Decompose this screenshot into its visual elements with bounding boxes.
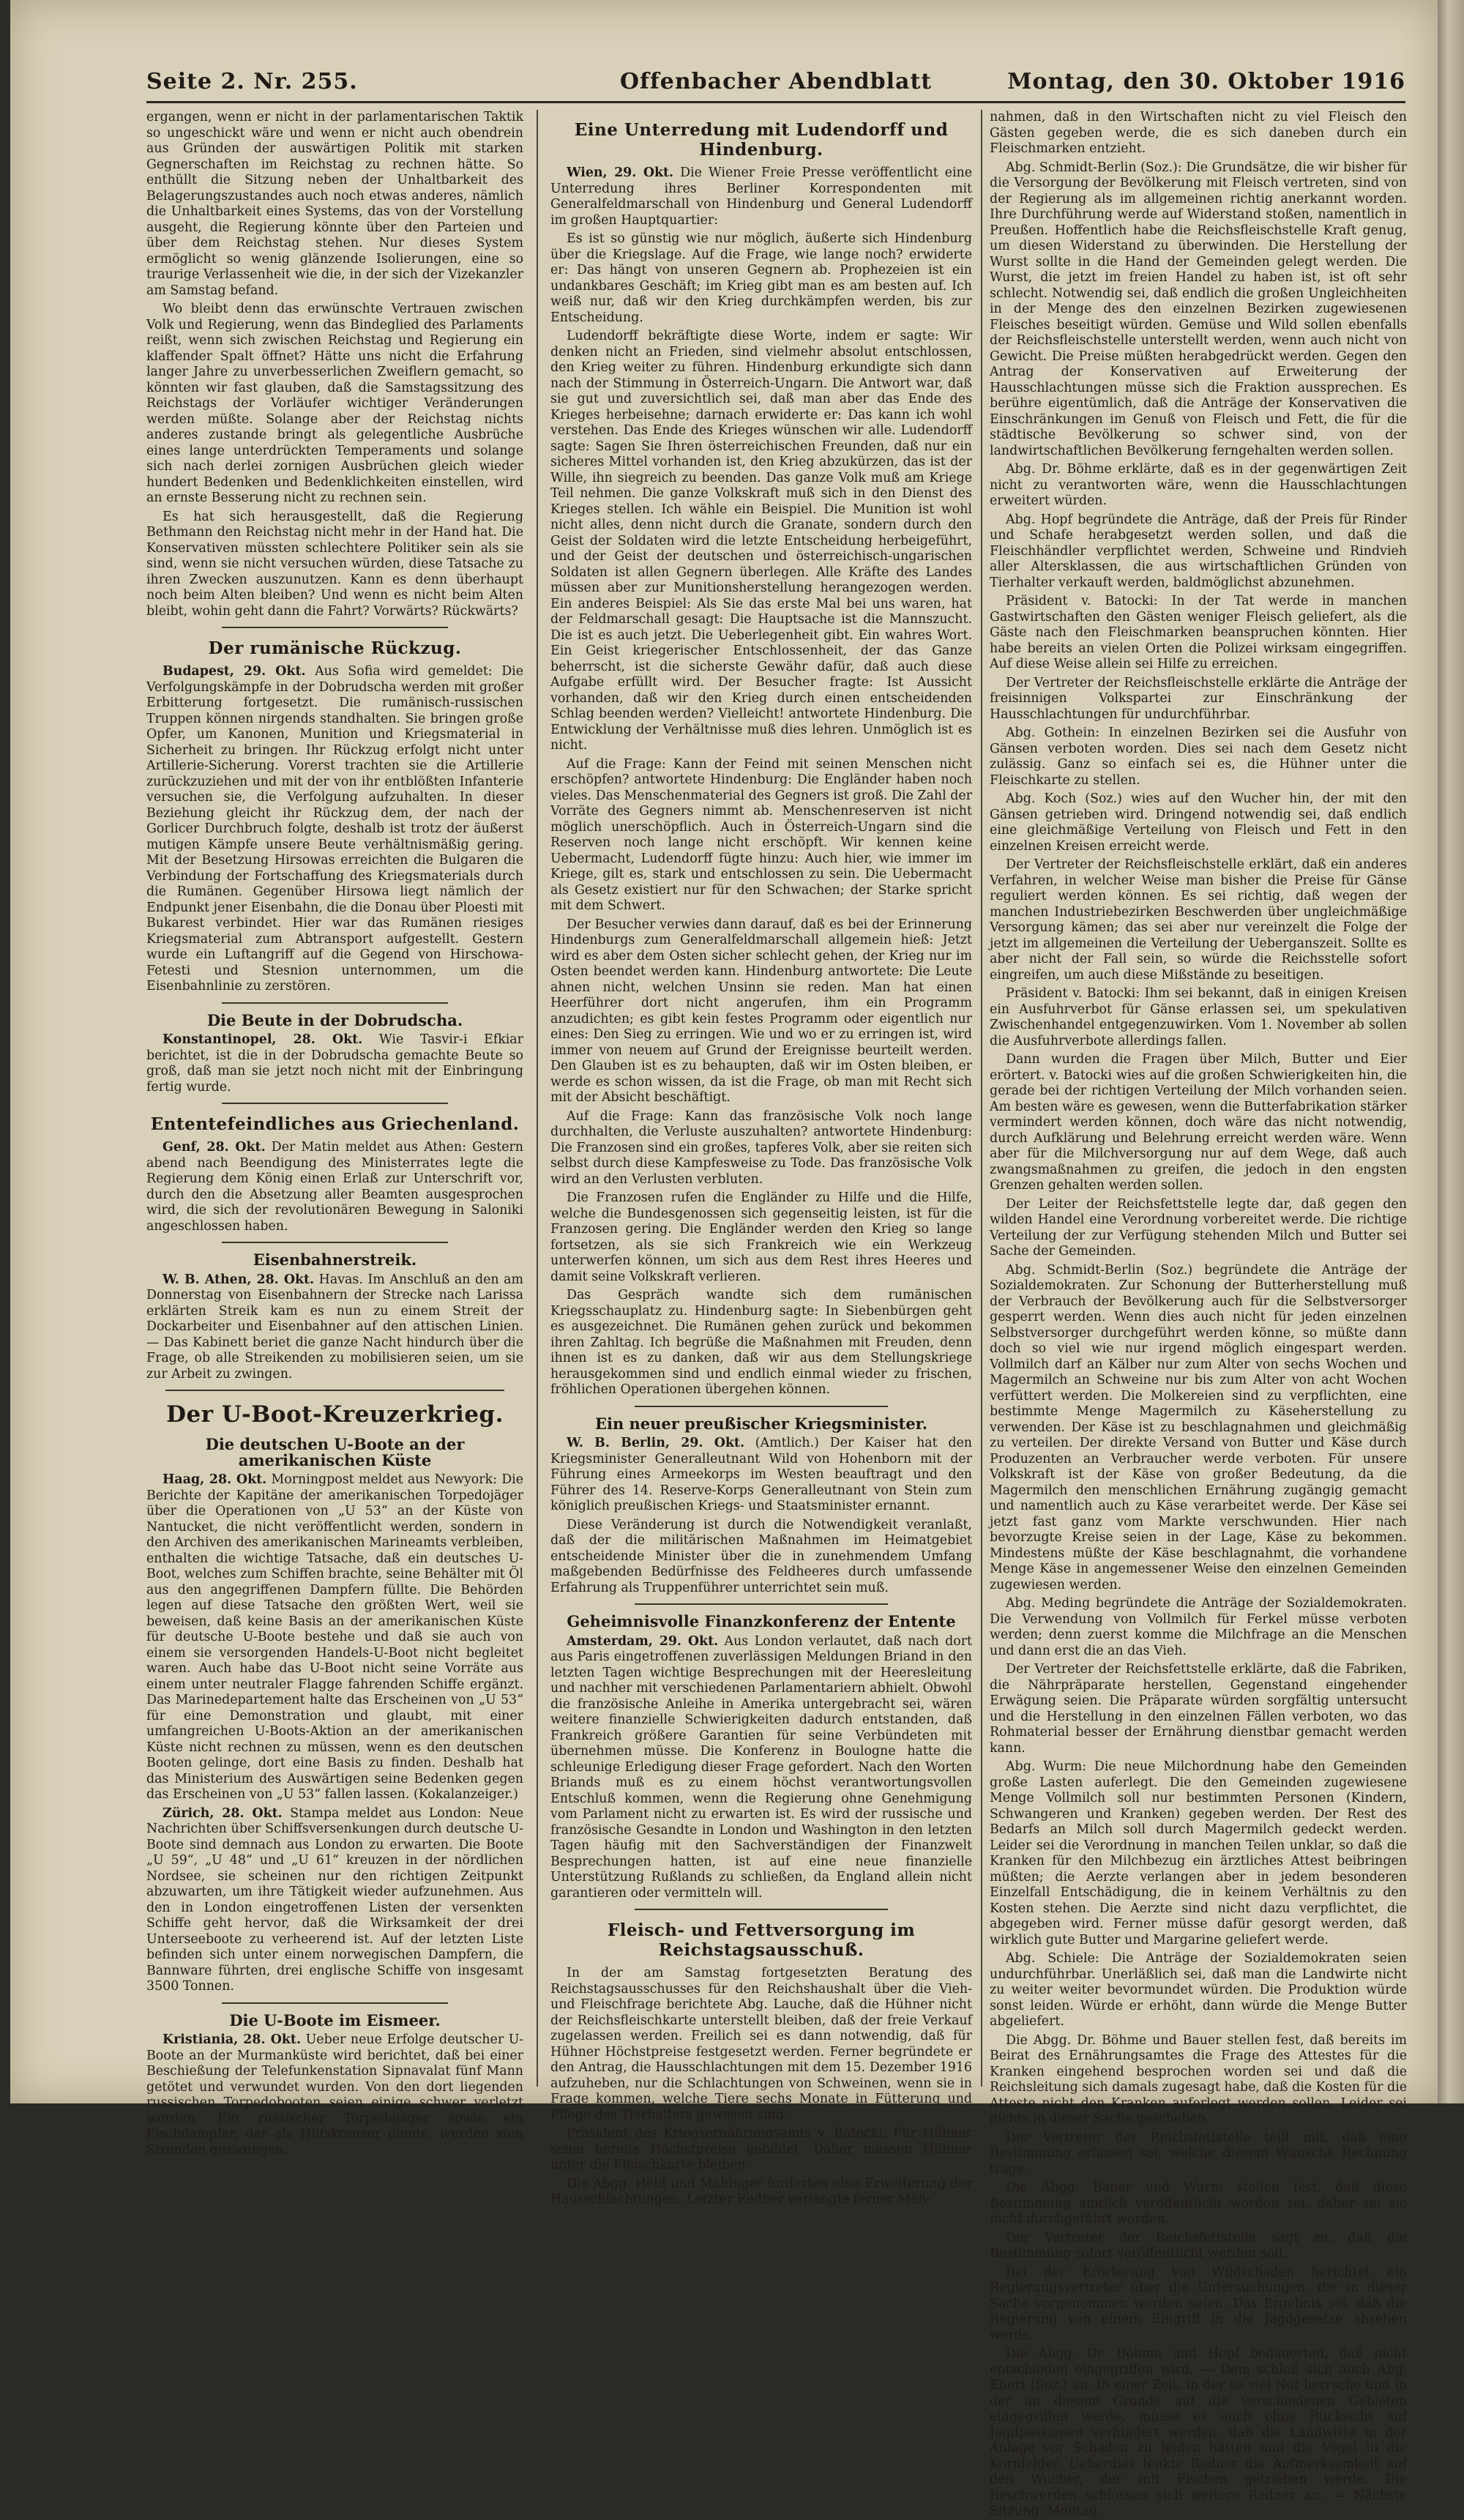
subheadline: Die deutschen U-Boote an der amerikanischen Küste bbox=[205, 1435, 465, 1469]
paragraph: Der Vertreter der Reichsfleischstelle erklärte die Anträge der freisinnigen Volkspartei zur Einschränkung der Hausschlachtungen für undurchführbar. bbox=[990, 675, 1407, 722]
paragraph: Die Franzosen rufen die Engländer zu Hilfe und die Hilfe, welche die Bundesgenossen sich gegenseitig leisten, ist für die Franzosen gering. Die Engländer werden den Krieg so lange fortsetzen, als sie sich Frankreich wie ein Werkzeug unterwerfen können, um sich aus dem Rest ihres Heeres und damit seine Volkskraft verlieren. bbox=[550, 1190, 972, 1284]
divider bbox=[222, 1103, 448, 1104]
article-text: Ueber neue Erfolge deutscher U-Boote an der Murmanküste wird berichtet, daß bei einer Beschießung der Telefunkenstation Sipnavalat fünf Mann getötet und verwundet wurden. Von den dort liegenden russischen Torpedobooten seien einige schwer verletzt worden. Ein russischer Torpedojäger sowie ein Fischdampfer, der als Hilfskreuzer diente, wurden zum Stranden gezwungen. bbox=[146, 2032, 523, 2158]
dateline: Haag, 28. Okt. bbox=[163, 1472, 267, 1487]
issue-date: Montag, den 30. Oktober 1916 bbox=[1007, 69, 1405, 94]
divider bbox=[635, 1603, 888, 1605]
paragraph: Dann wurden die Fragen über Milch, Butter und Eier erörtert. v. Batocki wies auf die großen Schwierigkeiten hin, die gerade bei der richtigen Verteilung der Milch vorhanden seien. Am besten wäre es gewesen, wenn die Butterfabrikation stärker vermindert werden können, doch wäre das nicht notwendig, durch Aufklärung und Belehrung erreicht werden wäre. Wenn aber für die Milchversorgung nur auf dem Wege, daß auch zwangsmaßnahmen zu greifen, die jedoch in den engsten Grenzen gehalten werden sollen. bbox=[990, 1052, 1407, 1193]
paragraph: Der Besucher verwies dann darauf, daß es bei der Erinnerung Hindenburgs zum Generalfeldmarschall allgemein hieß: Jetzt wird es aber dem Osten sicher schlecht gehen, der Krieg nur im Osten beendet werden kann. Hindenburg antwortete: Die Leute ahnen nicht, welchen Unsinn sie reden. Man hat einen Heerführer dort nicht angerufen, ihm ein Programm anzudichten; es gibt kein festes Programm oder eigentlich nur eines: Den Sieg zu erringen. Wie und wo er zu erringen ist, wird immer von neuem auf Grund der Ereignisse beurteilt werden. Den Glauben ist es zu behaupten, daß wir im Osten bleiben, er werde es schon wissen, da ist die Frage, ob man mit Recht sich mit der Absicht beschäftigt. bbox=[550, 917, 972, 1105]
paragraph: Abg. Wurm: Die neue Milchordnung habe den Gemeinden große Lasten auferlegt. Die den Gemeinden zugewiesene Menge Vollmilch soll nur bestimmten Personen (Kindern, Schwangeren und Kranken) gegeben werden. Der Rest des Bedarfs an Milch soll durch Magermilch gedeckt werden. Leider sei die Verordnung in manchen Teilen unklar, so daß die Kranken für den Milchbezug ein ärztliches Attest beibringen müßten; die Aerzte verlangen aber in jedem besonderen Einzelfall Entschädigung, die in keinem Verhältnis zu den Kosten stehen. Die Aerzte sind nicht dazu verpflichtet, die abgegeben wird. Ferner müsse dafür gesorgt werden, daß wirklich gute Butter und Margarine geliefert werde. bbox=[990, 1759, 1407, 1947]
dateline: Budapest, 29. Okt. bbox=[163, 664, 306, 679]
divider bbox=[222, 1002, 448, 1004]
paragraph: Präsident v. Batocki: In der Tat werde in manchen Gastwirtschaften den Gästen weniger Fleisch geliefert, als die Gäste nach den Fleischmarken beanspruchen könnten. Hier habe bereits an vielen Orten die Polizei wirksam eingegriffen. Auf diese Weise allein sei Hilfe zu erreichen. bbox=[990, 594, 1407, 671]
article-text: Der Matin meldet aus Athen: Gestern abend nach Beendigung des Ministerrates legte die Regierung dem König einen Erlaß zur Unterschrift vor, durch den die Absetzung aller Beamten ausgesprochen wird, die sich der revolutionären Bewegung in Saloniki angeschlossen haben. bbox=[146, 1140, 524, 1234]
paragraph: Präsident v. Batocki: Ihm sei bekannt, daß in einigen Kreisen ein Ausfuhrverbot für Gänse erlassen sei, um spekulativen Zwischenhandel entgegenzuwirken. Vom 1. November ab sollen die Ausfuhrverbote allerdings fallen. bbox=[990, 986, 1407, 1048]
divider bbox=[165, 1390, 505, 1391]
dateline: Kristiania, 28. Okt. bbox=[163, 2032, 301, 2047]
headline: Ein neuer preußischer Kriegsminister. bbox=[594, 1414, 928, 1433]
article-text: Wie Tasvir-i Efkiar berichtet, ist die in der Dobrudscha gemachte Beute so groß, daß man sie jetzt noch nicht mit der Einbringung fertig wurde. bbox=[146, 1032, 523, 1095]
paragraph: Abg. Hopf begründete die Anträge, daß der Preis für Rinder und Schafe herabgesetzt werden sollen, und daß die Fleischhändler verpflichtet werden, Schweine und Rindvieh aller Altersklassen, die aus wirtschaftlichen Gründen von Tierhalter verkauft werden, baldmöglichst abzunehmen. bbox=[990, 512, 1407, 590]
column-rule bbox=[537, 110, 538, 2087]
paragraph: Abg. Schiele: Die Anträge der Sozialdemokraten seien undurchführbar. Unerläßlich sei, daß man die Landwirte nicht zu weiter weiter bevormundet würden. Die Produktion würde sonst leiden. Würde er erhöht, dann würde die Menge Butter abgeliefert. bbox=[990, 1951, 1407, 2029]
paragraph: Präsident des Kriegsernährungsamts v. Batocki: Für Hühner seien bereits Höchstpreise gebildet. Daher müssen Hühner unter die Fleischkarte bleiben. bbox=[550, 2126, 972, 2172]
headline: Der rumänische Rückzug. bbox=[208, 638, 462, 658]
paragraph: Der Leiter der Reichsfettstelle legte dar, daß gegen den wilden Handel eine Verordnung vorbereitet werde. Die richtige Verteilung der zur Verfügung stehenden Milch und Butter sei Sache der Gemeinden. bbox=[990, 1196, 1407, 1259]
paragraph: Abg. Dr. Böhme erklärte, daß es in der gegenwärtigen Zeit nicht zu verantworten wäre, wenn die Hausschlachtungen erweitert würden. bbox=[990, 462, 1407, 508]
paragraph: Die Abgg. Bauer und Wurm stellen fest, daß diese Bestimmung amtlich veröffentlicht worden sei, daher sei sie nicht durchgeführt worden. bbox=[990, 2180, 1407, 2226]
paragraph: Auf die Frage: Kann der Feind mit seinen Menschen nicht erschöpfen? antwortete Hindenburg: Die Engländer haben noch vieles. Das Menschenmaterial des Gegners ist groß. Die Zahl der Vorräte des Gegners nimmt ab. Menschenreserven ist nicht möglich unerschöpflich. Auch in Österreich-Ungarn sind die Reserven noch lange nicht erschöpft. Wir kennen keine Uebermacht, Ludendorff fügte hinzu: Auch hier, wie immer im Kriege, gilt es, stark und entschlossen zu sein. Die Uebermacht als Gesetz existiert nur für den Schwachen; der Starke spricht mit dem Schwert. bbox=[550, 756, 972, 913]
paragraph: Die Abgg. Dr. Böhme und Bauer stellen fest, daß bereits im Beirat des Ernährungsamtes die Frage des Attestes für die Kranken eingehend besprochen worden sei und daß die Reichsleitung sich damals zugesagt habe, daß die Kosten für die Atteste nicht den Kranken auferlegt werden sollen. Leider sei nichts in dieser Sache geschehen. bbox=[990, 2032, 1407, 2126]
dateline: Genf, 28. Okt. bbox=[163, 1140, 266, 1155]
divider bbox=[222, 2002, 448, 2004]
paragraph: ergangen, wenn er nicht in der parlamentarischen Taktik so ungeschickt wäre und wenn er nicht auch obendrein aus Gründen der auswärtigen Politik mit starken Gegnerschaften im Reichstag zu rechnen hätte. So enthüllt die Sitzung neben der Unhaltbarkeit des Belagerungszustandes auch noch etwas anderes, nämlich die Unhaltbarkeit eines Systems, das von der Vorstellung ausgeht, die Regierung könnte über den Parteien und über dem Reichstag stehen. Nur dieses System ermöglicht so wenig glänzende Isolierungen, eine so traurige Verlassenheit wie die, in der sich der Vizekanzler am Samstag befand. bbox=[146, 110, 523, 298]
column-rule bbox=[981, 110, 982, 2087]
paragraph: Der Vertreter der Reichsfettstelle sagt zu, daß die Bestimmung sofort veröffentlicht werden soll. bbox=[990, 2230, 1407, 2261]
divider bbox=[635, 1406, 888, 1407]
paragraph: Es ist so günstig wie nur möglich, äußerte sich Hindenburg über die Kriegslage. Auf die Frage, wie lange noch? erwiderte er: Das hängt von unseren Gegnern ab. Prophezeien ist ein undankbares Geschäft; im Krieg gibt man es am besten auf. Ich weiß nur, daß wir den Krieg durchkämpfen werden, bis zur Entscheidung. bbox=[550, 231, 972, 325]
headline: Der U-Boot-Kreuzerkrieg. bbox=[166, 1401, 504, 1428]
paragraph: Die Abgg. Dr. Böhme und Hopf bedauerten, daß nicht entschieden eingegriffen wird. — Dem schloß sich auch Abg. Ebert (Soz.) an. In einer Zeit, in der so viel Not herrsche und in der an diesem Grunde auf die verschiedenen Gebieten eingegriffen werde, müsse es auch ohne Rücksicht auf Jagdpassionen verhindert werden, daß die Landwirte in der Anlage vor Schaden zu leiden hätten und die Vogel in die Kornfelder. Ueberdies lenkte Redner die Aufmerksamkeit auf den Wucher, der mit Fischen getrieben werde. Die Beschwerden schlossen sich weitere Redner an. — Nächste Sitzung: Montag. bbox=[990, 2346, 1407, 2519]
paragraph: Der Vertreter der Reichsfettstelle teilt mit, daß eine Bestimmung erlassen sei, welche diesem Wunsche Rechnung trage. bbox=[990, 2130, 1407, 2177]
paragraph: Abg. Koch (Soz.) wies auf den Wucher hin, der mit den Gänsen getrieben wird. Dringend notwendig sei, daß endlich eine gleichmäßige Verteilung von Fleisch und Fett in den einzelnen Kreisen erreicht werde. bbox=[990, 791, 1407, 854]
paragraph: Wo bleibt denn das erwünschte Vertrauen zwischen Volk und Regierung, wenn das Bindeglied des Parlaments reißt, wenn sich zwischen Reichstag und Regierung ein klaffender Spalt öffnet? Hätte uns nicht die Erfahrung langer Jahre zu unverbesserlichen Zweiflern gemacht, so könnten wir fast glauben, daß die Samstagssitzung des Reichstags der Vorläufer wichtiger Veränderungen werden müßte. Solange aber der Reichstag nichts anderes zustande bringt als gelegentliche Ausbrüche eines lange unterdrückten Temperaments und solange sich nach derlei zornigen Ausbrüchen gleich wieder hundert Bedenken und Bedenklichkeiten einstellen, wird an ernste Besserung nicht zu rechnen sein. bbox=[146, 302, 523, 505]
paragraph: In der am Samstag fortgesetzten Beratung des Reichstagsausschusses für den Reichshaushalt über die Vieh- und Fleischfrage berichtete Abg. Lauche, daß die Hühner nicht der Reichsfleischkarte unterstellt bleiben, daß der freie Verkauf zugelassen werden. Freilich sei es dann notwendig, daß für Hühner Höchstpreise festgesetzt werden. Ferner begründete er den Antrag, die Hausschlachtungen mit dem 15. Dezember 1916 aufzuheben, nur die Schlachtungen von Schweinen, wenn sie in Frage kommen, welche Tiere sechs Monate in Fütterung und Pflege des Tierhalters gewesen sind. bbox=[550, 1966, 972, 2122]
paragraph: Abg. Schmidt-Berlin (Soz.): Die Grundsätze, die wir bisher für die Versorgung der Bevölkerung mit Fleisch vertreten, sind von der Regierung als im allgemeinen richtig anerkannt worden. Ihre Durchführung werde auf Widerstand stoßen, namentlich in Preußen. Hoffentlich habe die Reichsfleischstelle Kraft genug, um diesen Widerstand zu überwinden. Die Herstellung der Wurst sollte in die Hand der Gemeinden gelegt werden. Die Wurst, die jetzt im freien Handel zu haben ist, ist oft sehr schlecht. Notwendig sei, daß endlich die großen Ungleichheiten in der Menge des den einzelnen Bezirken zugewiesenen Fleisches beseitigt würden. Gemüse und Wild sollen ebenfalls der Reichsfleischstelle unterstellt werden, wenn auch nicht von Gewicht. Die Preise müßten herabgedrückt werden. Gegen den Antrag der Konservativen auf Erweiterung der Hausschlachtungen müsse sich die Fraktion aussprechen. Es berühre eigentümlich, daß die Anträge der Konservativen die Einschränkungen im Genuß von Fleisch und Fett, die für die städtische Bevölkerung so schwer sind, von der landwirtschaftlichen Bevölkerung ferngehalten werden sollen. bbox=[990, 160, 1407, 458]
article-text: (Amtlich.) Der Kaiser hat den Kriegsminister Generalleutnant Wild von Hohenborn mit der Führung eines Armeekorps im Westen beauftragt und den Führer des 14. Reserve-Korps Generalleutnant von Stein zum königlich preußischen Kriegs- und Staatsminister ernannt. bbox=[550, 1436, 972, 1513]
page-number: Seite 2. Nr. 255. bbox=[146, 69, 358, 94]
headline: Die Beute in der Dobrudscha. bbox=[206, 1010, 463, 1029]
headline: Eine Unterredung mit Ludendorff und Hindenburg. bbox=[574, 120, 949, 160]
paragraph: Die Abgg. Held und Mahinger forderten eine Erweiterung der Hausschlachtungen. Letzter Redner verlangte ferner Maß- bbox=[550, 2176, 972, 2207]
paragraph: Bei der Erörterung von Wildschaden berichtet ein Regierungsvertreter über die Untersuchungen, die in dieser Sache vorgenommen worden seien. Das Ergebnis sei, daß die Regierung von einem Eingriff in die Jagdgesetze absehen werde. bbox=[990, 2264, 1407, 2343]
page-edge bbox=[1438, 0, 1464, 2103]
paragraph: Auf die Frage: Kann das französische Volk noch lange durchhalten, die Verluste auszuhalten? antwortete Hindenburg: Die Franzosen sind ein großes, tapferes Volk, aber sie reiten sich selbst durch diese Kampfesweise zu Tode. Das französische Volk wird an den Verlusten verbluten. bbox=[550, 1108, 972, 1187]
column-2 bbox=[550, 110, 972, 2207]
newspaper-title: Offenbacher Abendblatt bbox=[619, 69, 933, 94]
divider bbox=[222, 1242, 448, 1243]
column-3 bbox=[990, 110, 1407, 2519]
article-text: Morningpost meldet aus Newyork: Die Berichte der Kapitäne der amerikanischen Torpedojäger über die Operationen von „U 53“ an der Küste von Nantucket, die nicht veröffentlicht werden, sondern in den Archiven des amerikanischen Marineamts verbleiben, enthalten die wichtige Tatsache, daß ein deutsches U-Boot, welches zum Schiffen brachte, seine Behälter mit Öl aus den angegriffenen Dampfern füllte. Die Behörden legen auf diese Tatsache den größten Wert, weil sie beweisen, daß keine Basis an der amerikanischen Küste für deutsche U-Boote bestehe und daß sie auch von einem sie versorgenden Handels-U-Boot nicht begleitet waren. Auch habe das U-Boot nicht seine Vorräte aus einem unter neutraler Flagge fahrenden Schiffe ergänzt. Das Marinedepartement halte das Erscheinen von „U 53“ für eine Demonstration und glaubt, mit einer umfangreichen U-Boots-Aktion an der amerikanischen Küste nicht rechnen zu müssen, wenn es den deutschen Booten gelinge, dort eine Basis zu finden. Deshalb hat das Ministerium des Auswärtigen seine Bedenken gegen das Erscheinen von „U 53“ fallen lassen. (Kokalanzeiger.) bbox=[146, 1472, 524, 1802]
paragraph: Abg. Schmidt-Berlin (Soz.) begründete die Anträge der Sozialdemokraten. Zur Schonung der Butterherstellung muß der Verbrauch der Bevölkerung auch für die Selbstversorger gesperrt werden. Wenn dies auch nicht für jeden einzelnen Selbstversorger durchgeführt werden könne, so müßte dann doch so viel wie nur irgend möglich eingespart werden. Vollmilch darf an Kälber nur zum Alter von sechs Wochen und Magermilch an Schweine nur bis zum Alter von acht Wochen verfüttert werden. Die Molkereien sind zu verpflichten, eine bestimmte Menge Magermilch zu Käseherstellung zu verwenden. Der Käse ist zu beschlagnahmen und gleichmäßig zu verteilen. Der direkte Versand von Butter und Käse durch Produzenten an Verbraucher werde verboten. Für unsere Volkskraft ist der Käse von großer Bedeutung, da die Magermilch den menschlichen Ernährung zugängig gemacht und namentlich auch zu Käse verarbeitet werde. Der Käse sei jetzt fast ganz vom Markte verschwunden. Hier nach bevorzugte Kreise seien in der Lage, Käse zu bekommen. Mindestens müßte der Käse beschlagnahmt, die vorhandene Menge Käse in angemessener Weise den einzelnen Gemeinden zugewiesen werden. bbox=[990, 1262, 1407, 1592]
dateline: W. B. Berlin, 29. Okt. bbox=[567, 1436, 744, 1450]
article-text: Stampa meldet aus London: Neue Nachrichten über Schiffsversenkungen durch deutsche U-Boote sind demnach aus London zu erwarten. Die Boote „U 59“, „U 48“ und „U 61“ kreuzen in der nördlichen Nordsee, sie scheinen nur den richtigen Zeitpunkt abzuwarten, um ihre Tätigkeit wieder aufzunehmen. Aus den in London eingetroffenen Listen der versenkten Schiffe geht hervor, daß die Wirksamkeit der drei Unterseeboote zu verheerend ist. Auf der letzten Liste befinden sich unter einem norwegischen Dampfern, die Bannware führten, drei englische Schiffe von insgesamt 3500 Tonnen. bbox=[146, 1805, 523, 1994]
headline: Die U-Boote im Eismeer. bbox=[229, 2010, 441, 2029]
article-text: Aus London verlautet, daß nach dort aus Paris eingetroffenen zuverlässigen Meldungen Briand in den letzten Tagen wichtige Besprechungen mit der Heeresleitung und nachher mit verschiedenen Parlamentariern abhielt. Obwohl die französische Anleihe in Amerika untergebracht sei, wären weitere finanzielle Schwierigkeiten dadurch entstanden, daß Frankreich größere Garantien für seine Verbündeten mit übernehmen müsse. Die Konferenz in Boulogne hatte die schleunige Erledigung dieser Frage gefordert. Nach den Worten Briands muß es zu einem höchst verantwortungsvollen Entschluß kommen, wenn die Regierung ohne Genehmigung vom Parlament nicht zu erwarten ist. Es wird der russische und französische Gesandte in London und Washington in den letzten Tagen häufig mit den Sachverständigen der Finanzwelt Besprechungen hatten, ist auf eine neue finanzielle Unterstützung Rußlands zu schließen, da England allein nicht garantieren oder vermitteln will. bbox=[550, 1633, 972, 1901]
paragraph: Abg. Meding begründete die Anträge der Sozialdemokraten. Die Verwendung von Vollmilch für Ferkel müsse verboten werden; denn zuerst komme die Milchfrage an die Menschen und dann erst die an das Vieh. bbox=[990, 1596, 1407, 1658]
divider bbox=[635, 1909, 888, 1910]
divider bbox=[222, 627, 448, 628]
paragraph: Der Vertreter der Reichsfettstelle erklärte, daß die Fabriken, die Nährpräparate herstellen, Gegenstand eingehender Erwägung seien. Die Präparate würden sorgfältig untersucht und die Herstellung in den einzelnen Fällen verboten, wo das Rohmaterial besser der Ernährung dienstbar gemacht werden kann. bbox=[990, 1662, 1407, 1756]
paragraph: Diese Veränderung ist durch die Notwendigkeit veranlaßt, daß der die militärischen Maßnahmen im Heimatgebiet entscheidende Minister über die in zunehmendem Umfang maßgebenden Bedürfnisse des Feldheeres durch umfassende Erfahrung als Truppenführer unterrichtet sein muß. bbox=[550, 1517, 972, 1595]
headline: Fleisch- und Fettversorgung im Reichstagsausschuß. bbox=[607, 1920, 916, 1960]
headline: Ententefeindliches aus Griechenland. bbox=[150, 1114, 520, 1134]
dateline: Amsterdam, 29. Okt. bbox=[567, 1633, 719, 1649]
dateline: Konstantinopel, 28. Okt. bbox=[163, 1032, 363, 1047]
dateline: Zürich, 28. Okt. bbox=[163, 1805, 283, 1821]
paragraph: Ludendorff bekräftigte diese Worte, indem er sagte: Wir denken nicht an Frieden, sind vielmehr absolut entschlossen, den Krieg weiter zu führen. Hindenburg erkundigte sich dann nach der Stimmung in Österreich-Ungarn. Die Antwort war, daß sie gut und zuversichtlich sei, daß man aber das Ende des Krieges herbeisehne; darnach erwiderte er: Das kann ich wohl verstehen. Das Ende des Krieges wünschen wir alle. Ludendorff sagte: Sagen Sie Ihren österreichischen Freunden, daß nur ein sicheres Mittel vorhanden ist, den Krieg abzukürzen, das ist der Wille, ihn siegreich zu beenden. Das ganze Volk muß am Kriege Teil nehmen. Die ganze Volkskraft muß sich in den Dienst des Krieges stellen. Ich wähle ein Beispiel. Die Munition ist wohl nicht alles, denn nicht durch die Granate, sondern durch den Geist der Soldaten wird die letzte Entscheidung herbeigeführt, und der Geist der deutschen und österreichisch-ungarischen Soldaten ist allen Gegnern überlegen. Alle Kräfte des Landes müssen aber zur Munitionsherstellung herangezogen werden. Ein anderes Beispiel: Als Sie das erste Mal bei uns waren, hat der Feldmarschall gesagt: Die Hauptsache ist die Mannszucht. Die ist es auch jetzt. Die Ueberlegenheit gibt. Ein wahres Wort. Ein Geist kriegerischer Entschlossenheit, der das Ganze beherrscht, ist die sicherste Gewähr dafür, daß auch diese Aufgabe erfüllt wird. Der Besucher fragte: Ist Aussicht vorhanden, daß wir den Krieg durch einen entscheidenden Schlag beenden werden? Vielleicht! antwortete Hindenburg. Die Entwicklung der Verhältnisse muß dies lehren. Unmöglich ist es nicht. bbox=[550, 329, 972, 753]
article-text: Havas. Im Anschluß an den am Donnerstag von Eisenbahnern der Strecke nach Larissa erklärten Streik kam es nun zu einem Streit der Dockarbeiter und Eisenbahner auf den attischen Linien. — Das Kabinett beriet die ganze Nacht hindurch über die Frage, ob alle Streikenden zu mobilisieren seien, um sie zur Arbeit zu zwingen. bbox=[146, 1272, 524, 1382]
masthead bbox=[146, 64, 1405, 103]
article-text: Aus Sofia wird gemeldet: Die Verfolgungskämpfe in der Dobrudscha werden mit großer Erbitterung fortgesetzt. Die rumänisch-russischen Truppen können nirgends standhalten. Sie bringen große Opfer, um Kanonen, Munition und Kriegsmaterial in Sicherheit zu bringen. Ihr Rückzug erfolgt nicht unter Artillerie-Sicherung. Vorerst trachten sie die Artillerie zurückzuziehen und mit der von ihr entblößten Infanterie versuchen sie, die Verfolgung aufzuhalten. In dieser Beziehung gleicht ihr Rückzug dem, der nach der Gorlicer Durchbruch folgte, deshalb ist trotz der äußerst mutigen Kämpfe unsere Beute verhältnismäßig gering. Mit der Besetzung Hirsowas erreichten die Bulgaren die Verbindung der Fortschaffung des Kriegsmaterials durch die Rumänen. Gegenüber Hirsowa liegt nämlich der Endpunkt jener Eisenbahn, die die Donau über Ploesti mit Bukarest verbindet. Hier war das Rumänen riesiges Kriegsmaterial zum Abtransport aufgestellt. Gestern wurde ein Luftangriff auf die Gegend von Hirschowa-Fetesti und Stesnion unternommen, um die Eisenbahnlinie zu zerstören. bbox=[146, 664, 523, 994]
paragraph: Es hat sich herausgestellt, daß die Regierung Bethmann den Reichstag nicht mehr in der Hand hat. Die Konservativen müssten schlechtere Politiker sein als sie sind, wenn sie nicht versuchen würden, diese Tatsache zu ihren Zwecken auszunutzen. Kann es denn überhaupt noch beim Alten bleiben? Und wenn es nicht beim Alten bleibt, wohin geht dann die Fahrt? Vorwärts? Rückwärts? bbox=[146, 509, 523, 619]
paragraph: nahmen, daß in den Wirtschaften nicht zu viel Fleisch den Gästen gegeben werde, die es sich daneben durch ein Fleischmarken entzieht. bbox=[990, 110, 1407, 156]
paragraph: Der Vertreter der Reichsfleischstelle erklärt, daß ein anderes Verfahren, in welcher Weise man bisher die Preise für Gänse reguliert werden können. Es sei richtig, daß wegen der manchen Industriebezirken Beschwerden über ungleichmäßige Versorgung kämen; das sei aber nur vereinzelt die Folge der jetzt im allgemeinen die Verteilung der Ueberganszeit. Sollte es aber nicht der Fall sein, so würde die Reichsstelle sofort eingreifen, um auch diese Mißstände zu beseitigen. bbox=[990, 857, 1407, 983]
article-text: Die Wiener Freie Presse veröffentlicht eine Unterredung ihres Berliner Korrespondenten mit Generalfeldmarschall von Hindenburg und General Ludendorff im großen Hauptquartier: bbox=[550, 165, 972, 228]
paragraph: Abg. Gothein: In einzelnen Bezirken sei die Ausfuhr von Gänsen verboten worden. Dies sei nach dem Gesetz nicht zulässig. Ganz so einfach sei es, die Hühner unter die Fleischkarte zu stellen. bbox=[990, 726, 1407, 788]
headline: Geheimnisvolle Finanzkonferenz der Entente bbox=[567, 1612, 956, 1630]
dateline: Wien, 29. Okt. bbox=[567, 165, 674, 180]
paragraph: Das Gespräch wandte sich dem rumänischen Kriegsschauplatz zu. Hindenburg sagte: In Siebenbürgen geht es ausgezeichnet. Die Rumänen gehen zurück und bekommen ihren Zahltag. Ich begrüße die Maßnahmen mit Freuden, denn ihnen ist es zu danken, daß wir aus dem Stellungskriege herausgekommen sind und endlich einmal wieder zu frischen, fröhlichen Operationen übergehen können. bbox=[550, 1288, 972, 1397]
headline: Eisenbahnerstreik. bbox=[253, 1250, 417, 1269]
column-1 bbox=[146, 110, 524, 2158]
dateline: W. B. Athen, 28. Okt. bbox=[163, 1272, 315, 1287]
